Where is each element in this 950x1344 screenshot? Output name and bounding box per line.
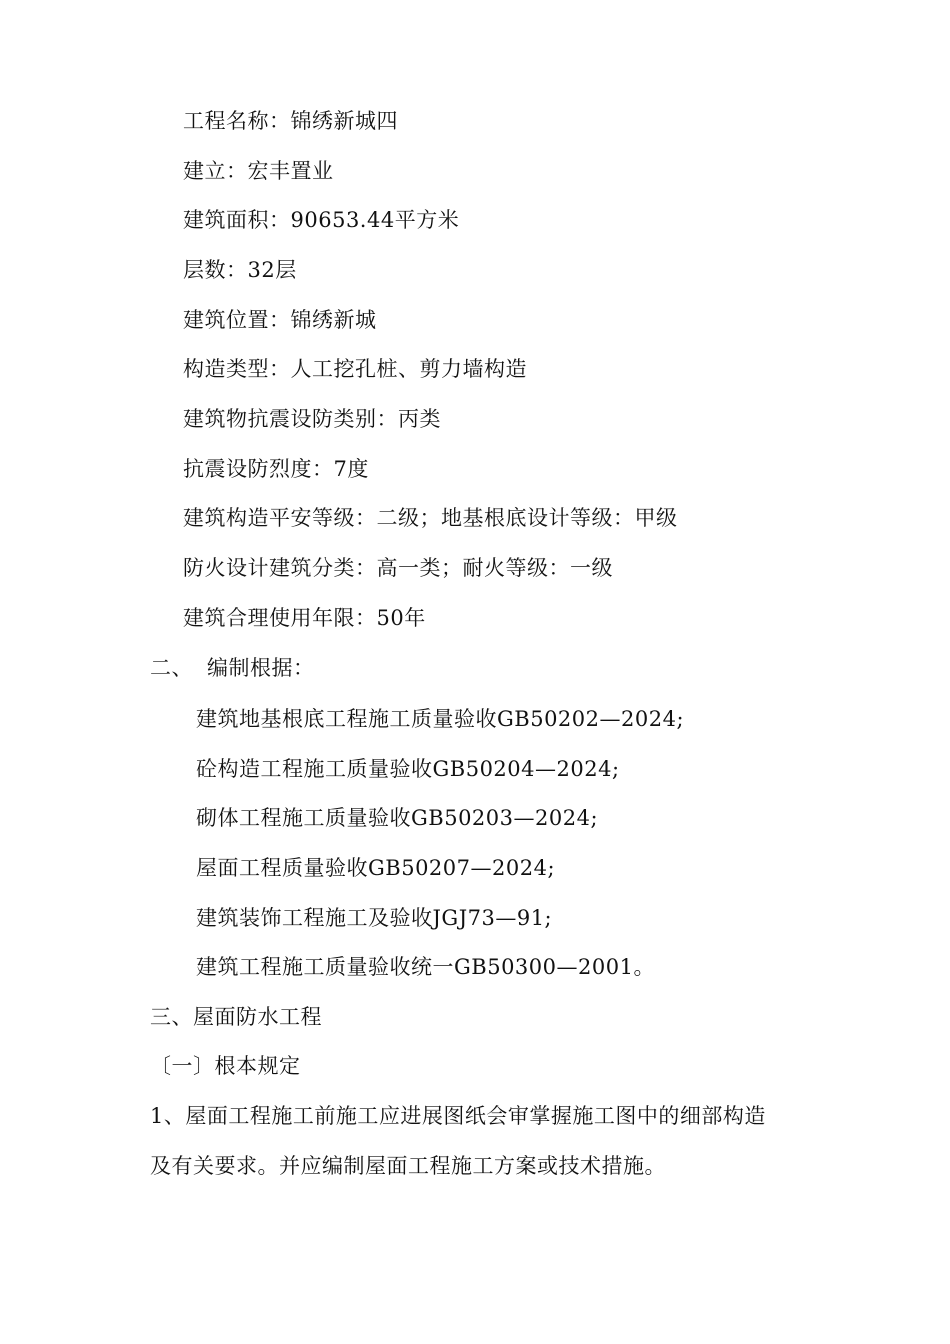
fire-classification-line: 防火设计建筑分类：高一类；耐火等级：一级 <box>183 556 613 580</box>
reference-item: 建筑工程施工质量验收统一GB50300—2001。 <box>196 955 655 979</box>
floors-line: 层数：32层 <box>183 258 297 282</box>
safety-grade-line: 建筑构造平安等级：二级；地基根底设计等级：甲级 <box>183 506 678 530</box>
reference-item: 建筑装饰工程施工及验收JGJ73—91; <box>196 906 553 930</box>
paragraph-1-line-2: 及有关要求。并应编制屋面工程施工方案或技术措施。 <box>150 1154 666 1178</box>
reference-item: 砼构造工程施工质量验收GB50204—2024; <box>196 757 620 781</box>
section-3-heading: 三、屋面防水工程 <box>150 1005 322 1029</box>
reference-item: 建筑地基根底工程施工质量验收GB50202—2024; <box>196 707 685 731</box>
section-2-number: 二、 <box>150 656 193 680</box>
project-name-line: 工程名称：锦绣新城四 <box>183 109 398 133</box>
building-location-line: 建筑位置：锦绣新城 <box>183 308 377 332</box>
developer-line: 建立：宏丰置业 <box>183 159 334 183</box>
section-2-heading <box>150 654 315 682</box>
structure-type-line: 构造类型：人工挖孔桩、剪力墙构造 <box>183 357 527 381</box>
reference-item: 屋面工程质量验收GB50207—2024; <box>196 856 556 880</box>
service-life-line: 建筑合理使用年限：50年 <box>183 606 426 630</box>
seismic-intensity-line: 抗震设防烈度：7度 <box>183 457 369 481</box>
paragraph-1-line-1: 1、屋面工程施工前施工应进展图纸会审掌握施工图中的细部构造 <box>150 1104 766 1128</box>
building-area-line: 建筑面积：90653.44平方米 <box>183 208 460 232</box>
subsection-1-heading: 〔一〕根本规定 <box>150 1054 301 1078</box>
reference-item: 砌体工程施工质量验收GB50203—2024; <box>196 806 599 830</box>
section-2-title: 编制根据： <box>207 656 315 680</box>
seismic-category-line: 建筑物抗震设防类别：丙类 <box>183 407 441 431</box>
